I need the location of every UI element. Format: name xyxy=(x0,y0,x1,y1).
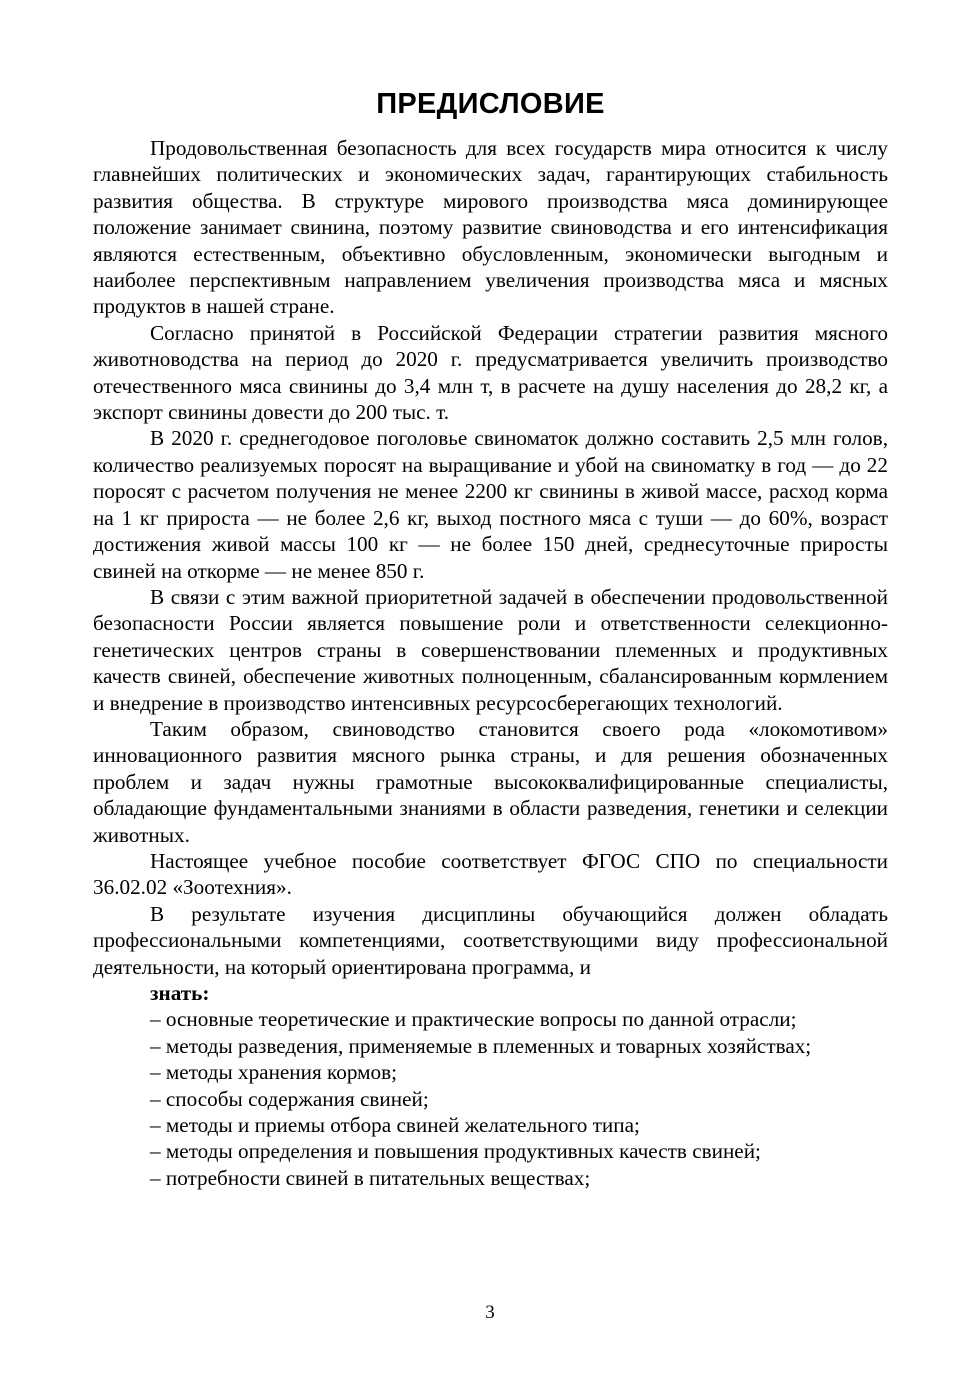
paragraph: Таким образом, свиноводство становится своего рода «локомотивом» инновационного развития мясного рынка страны, и для решения обозначенных проблем и задач нужны грамотные высококвалифицированные специалисты, обладающие фундаментальными знаниями в области разведения, генетики и селекции животных. xyxy=(93,716,888,847)
list-item: – потребности свиней в питательных веществах; xyxy=(150,1165,591,1190)
list-item: – основные теоретические и практические вопросы по данной отрасли; xyxy=(150,1007,797,1032)
paragraph: В связи с этим важной приоритетной задачей в обеспечении продовольственной безопасности России является повышение роли и ответственности селекционно-генетических центров страны в совершенствовании племенных и продуктивных качеств свиней, обеспечение животных полноценным, сбалансированным кормлением и внедрение в производство интенсивных ресурсосберегающих технологий. xyxy=(93,584,888,715)
page-title: ПРЕДИСЛОВИЕ xyxy=(376,88,605,120)
document-page xyxy=(93,88,888,1191)
paragraph: Настоящее учебное пособие соответствует ФГОС СПО по специальности 36.02.02 «Зоотехния». xyxy=(93,848,888,900)
paragraph: В результате изучения дисциплины обучающийся должен обладать профессиональными компетенциями, соответствующими виду профессиональной деятельности, на который ориентирована программа, и xyxy=(93,901,888,979)
preface-body xyxy=(93,135,888,1191)
page-number: 3 xyxy=(485,1302,495,1323)
know-label: знать: xyxy=(150,981,210,1005)
paragraph: В 2020 г. среднегодовое поголовье свиноматок должно составить 2,5 млн голов, количество реализуемых поросят на выращивание и убой на свиноматку в год — до 22 поросят с расчетом получения не менее 2200 кг свинины в живой массе, расход корма на 1 кг прироста — не более 2,6 кг, выход постного мяса с туши — до 60%, возраст достижения живой массы 100 кг — не более 150 дней, среднесуточные приросты свиней на откорме — не менее 850 г. xyxy=(93,426,888,583)
list-item: – способы содержания свиней; xyxy=(150,1086,429,1111)
know-list xyxy=(93,1006,888,1191)
paragraph: Согласно принятой в Российской Федерации стратегии развития мясного животноводства на период до 2020 г. предусматривается увеличить производство отечественного мяса свинины до 3,4 млн т, в расчете на душу населения до 28,2 кг, а экспорт свинины довести до 200 тыс. т. xyxy=(93,320,888,425)
list-item: – методы определения и повышения продуктивных качеств свиней; xyxy=(150,1139,761,1164)
list-item: – методы хранения кормов; xyxy=(150,1060,398,1085)
list-item: – методы и приемы отбора свиней желательного типа; xyxy=(150,1113,640,1138)
paragraph: Продовольственная безопасность для всех государств мира относится к числу главнейших политических и экономических задач, гарантирующих стабильность развития общества. В структуре мирового производства мяса доминирующее положение занимает свинина, поэтому развитие свиноводства и его интенсификация являются естественным, объективно обусловленным, экономически выгодным и наиболее перспективным направлением увеличения производства мяса и мясных продуктов в нашей стране. xyxy=(93,136,888,319)
list-item: – методы разведения, применяемые в племенных и товарных хозяйствах; xyxy=(150,1033,812,1058)
